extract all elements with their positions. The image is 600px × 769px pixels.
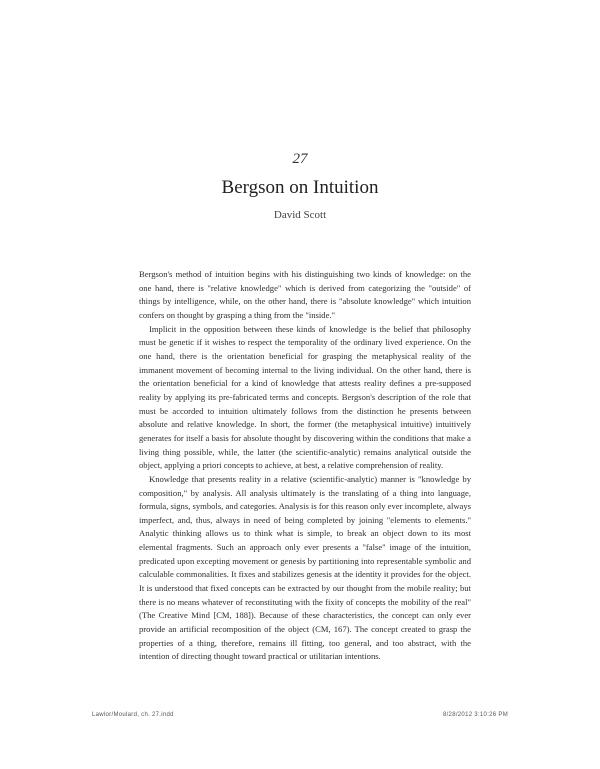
chapter-number: 27 bbox=[292, 151, 308, 167]
author-name: David Scott bbox=[273, 209, 327, 221]
body-text bbox=[139, 268, 471, 664]
paragraph: Bergson's method of intuition begins with his distinguishing two kinds of knowledge: on the one hand, there is "relative knowledge" which is derived from categorizing the "outside" of things by intelligence, while, on the other hand, there is "absolute knowledge" which intuition confers on thought by grasping a thing from the "inside." bbox=[139, 269, 471, 320]
footer-timestamp: 8/28/2012 3:10:26 PM bbox=[442, 712, 508, 718]
footer-file-label: Lawlor/Moulard, ch. 27.indd bbox=[92, 712, 174, 718]
chapter-title: Bergson on Intuition bbox=[221, 177, 379, 198]
paragraph: Implicit in the opposition between these kinds of knowledge is the belief that philosophy must be genetic if it wishes to respect the temporality of the ordinary lived experience. On the one hand, there is the orientation beneficial for grasping the metaphysical reality of the immanent movement of becoming internal to the living individual. On the other hand, there is the orientation beneficial for a kind of knowledge that attests reality defines a pre-supposed reality by applying its pre-fabricated terms and concepts. Bergson's description of the role that must be accorded to intuition ultimately follows from the distinction he presents between absolute and relative knowledge. In short, the former (the metaphysical intuitive) intuitively generates for itself a basis for absolute thought by discovering within the conditions that make a living thing possible, while, the latter (the scientific-analytic) remains analytical outside the object, applying a priori concepts to achieve, at best, a relative comprehension of reality. bbox=[139, 323, 471, 471]
paragraph: Knowledge that presents reality in a relative (scientific-analytic) manner is "knowledge by composition," by analysis. All analysis ultimately is the translating of a thing into language, formula, signs, symbols, and categories. Analysis is for this reason only ever incomplete, always imperfect, and, thus, always in need of being completed by joining "elements to elements." Analytic thinking allows us to think what is simple, to break an object down to its most elemental fragments. Such an approach only ever presents a "false" image of the intuition, predicated upon excepting movement or genesis by partitioning into representable symbolic and calculable commonalities. It fixes and stabilizes genesis at the identity it provides for the object. It is understood that fixed concepts can be extracted by our thought from the mobile reality; but there is no means whatever of reconstituting with the fixity of concepts the mobility of the real" (The Creative Mind [CM, 188]). Because of these characteristics, the concept can only ever provide an artificial recomposition of the object (CM, 167). The concept created to grasp the properties of a thing, therefore, remains ill fitting, too general, and too abstract, with the intention of directing thought toward practical or utilitarian intentions. bbox=[139, 473, 471, 662]
